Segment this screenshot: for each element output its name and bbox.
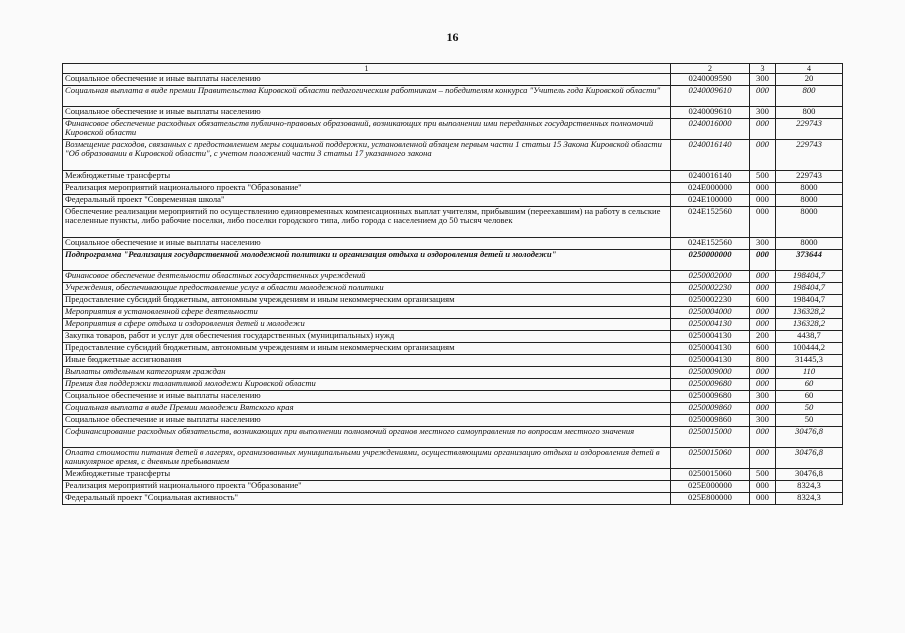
row-code-cell: 0240009590 [671, 74, 750, 86]
row-code-cell: 0250004130 [671, 355, 750, 367]
row-sum-cell: 60 [776, 391, 843, 403]
row-name-cell: Премия для поддержки талантливой молодежи Кировской области [63, 379, 671, 391]
row-code-cell: 0240016140 [671, 171, 750, 183]
row-code-cell: 0240009610 [671, 86, 750, 107]
table-row [63, 171, 843, 183]
row-sum-cell: 30476,8 [776, 469, 843, 481]
header-cell-name: 1 [63, 64, 671, 74]
row-type-cell: 000 [750, 481, 776, 493]
row-sum-cell: 136328,2 [776, 307, 843, 319]
table-row [63, 195, 843, 207]
row-code-cell: 0250009000 [671, 367, 750, 379]
row-name-cell: Социальная выплата в виде премии Правительства Кировской области педагогическим работникам – победителям конкурса "Учитель года Кировской области" [63, 86, 671, 107]
row-sum-cell: 110 [776, 367, 843, 379]
row-name-cell: Федеральный проект "Социальная активность" [63, 493, 671, 505]
header-cell-code: 2 [671, 64, 750, 74]
row-type-cell: 000 [750, 427, 776, 448]
row-sum-cell: 229743 [776, 171, 843, 183]
row-name-cell: Оплата стоимости питания детей в лагерях, организованных муниципальными учреждениями, осуществляющими организацию отдыха и оздоровления детей в каникулярное время, с дневным пребыванием [63, 448, 671, 469]
row-code-cell: 0250002230 [671, 283, 750, 295]
table-row [63, 307, 843, 319]
row-type-cell: 300 [750, 415, 776, 427]
row-sum-cell: 800 [776, 86, 843, 107]
table-row [63, 207, 843, 238]
row-code-cell: 0250015000 [671, 427, 750, 448]
row-sum-cell: 50 [776, 415, 843, 427]
row-name-cell: Финансовое обеспечение деятельности областных государственных учреждений [63, 271, 671, 283]
table-row [63, 250, 843, 271]
row-code-cell: 0250009680 [671, 391, 750, 403]
table-row [63, 391, 843, 403]
table-row [63, 295, 843, 307]
row-sum-cell: 60 [776, 379, 843, 391]
row-sum-cell: 198404,7 [776, 295, 843, 307]
row-sum-cell: 8000 [776, 238, 843, 250]
row-sum-cell: 50 [776, 403, 843, 415]
row-code-cell: 0250004130 [671, 331, 750, 343]
row-code-cell: 0250004130 [671, 343, 750, 355]
table-row [63, 343, 843, 355]
row-sum-cell: 136328,2 [776, 319, 843, 331]
row-code-cell: 0250015060 [671, 448, 750, 469]
row-type-cell: 200 [750, 331, 776, 343]
table-row [63, 74, 843, 86]
row-code-cell: 025E800000 [671, 493, 750, 505]
row-code-cell: 0240009610 [671, 107, 750, 119]
row-type-cell: 000 [750, 319, 776, 331]
row-sum-cell: 8000 [776, 195, 843, 207]
row-name-cell: Предоставление субсидий бюджетным, автономным учреждениям и иным некоммерческим организациям [63, 343, 671, 355]
header-cell-sum: 4 [776, 64, 843, 74]
table-row [63, 403, 843, 415]
row-name-cell: Выплаты отдельным категориям граждан [63, 367, 671, 379]
row-sum-cell: 8000 [776, 207, 843, 238]
row-code-cell: 0250009680 [671, 379, 750, 391]
row-type-cell: 600 [750, 295, 776, 307]
row-type-cell: 000 [750, 448, 776, 469]
row-type-cell: 000 [750, 183, 776, 195]
row-name-cell: Межбюджетные трансферты [63, 469, 671, 481]
row-name-cell: Обеспечение реализации мероприятий по осуществлению единовременных компенсационных выплат учителям, прибывшим (переехавшим) на работу в сельские населенные пункты, либо рабочие поселки, либо поселки городского типа, либо города с населением до 50 тысяч человек [63, 207, 671, 238]
row-type-cell: 500 [750, 171, 776, 183]
table-row [63, 238, 843, 250]
row-sum-cell: 100444,2 [776, 343, 843, 355]
row-name-cell: Финансовое обеспечение расходных обязательств публично-правовых образований, возникающих при выполнении ими переданных государственных полномочий Кировской области [63, 119, 671, 140]
row-name-cell: Реализация мероприятий национального проекта "Образование" [63, 481, 671, 493]
table-row [63, 469, 843, 481]
row-sum-cell: 8000 [776, 183, 843, 195]
row-type-cell: 300 [750, 74, 776, 86]
row-sum-cell: 800 [776, 107, 843, 119]
row-sum-cell: 8324,3 [776, 493, 843, 505]
row-sum-cell: 198404,7 [776, 271, 843, 283]
row-sum-cell: 30476,8 [776, 448, 843, 469]
row-code-cell: 0250015060 [671, 469, 750, 481]
row-name-cell: Подпрограмма "Реализация государственной молодежной политики и организация отдыха и оздоровления детей и молодежи" [63, 250, 671, 271]
row-type-cell: 000 [750, 207, 776, 238]
row-type-cell: 500 [750, 469, 776, 481]
row-name-cell: Предоставление субсидий бюджетным, автономным учреждениям и иным некоммерческим организациям [63, 295, 671, 307]
row-name-cell: Реализация мероприятий национального проекта "Образование" [63, 183, 671, 195]
row-type-cell: 000 [750, 119, 776, 140]
row-name-cell: Федеральный проект "Современная школа" [63, 195, 671, 207]
table-row [63, 481, 843, 493]
row-name-cell: Социальное обеспечение и иные выплаты населению [63, 415, 671, 427]
row-type-cell: 000 [750, 493, 776, 505]
row-type-cell: 600 [750, 343, 776, 355]
row-code-cell: 0250004130 [671, 319, 750, 331]
row-code-cell: 0250009860 [671, 403, 750, 415]
row-name-cell: Возмещение расходов, связанных с предоставлением меры социальной поддержки, установленной абзацем первым части 1 статьи 15 Закона Кировской области "Об образовании в Кировской области", с учетом положений части 3 статьи 17 указанного закона [63, 140, 671, 171]
row-code-cell: 0250009860 [671, 415, 750, 427]
table-row [63, 271, 843, 283]
row-name-cell: Социальное обеспечение и иные выплаты населению [63, 74, 671, 86]
row-type-cell: 000 [750, 367, 776, 379]
row-type-cell: 000 [750, 403, 776, 415]
row-code-cell: 0250004000 [671, 307, 750, 319]
row-name-cell: Закупка товаров, работ и услуг для обеспечения государственных (муниципальных) нужд [63, 331, 671, 343]
row-name-cell: Мероприятия в сфере отдыха и оздоровления детей и молодежи [63, 319, 671, 331]
row-sum-cell: 229743 [776, 119, 843, 140]
row-code-cell: 0250002230 [671, 295, 750, 307]
row-sum-cell: 30476,8 [776, 427, 843, 448]
row-code-cell: 024E152560 [671, 207, 750, 238]
row-sum-cell: 20 [776, 74, 843, 86]
table-row [63, 415, 843, 427]
row-name-cell: Социальная выплата в виде Премии молодежи Вятского края [63, 403, 671, 415]
row-code-cell: 0250000000 [671, 250, 750, 271]
row-code-cell: 0240016140 [671, 140, 750, 171]
table-row [63, 448, 843, 469]
table-row [63, 379, 843, 391]
row-name-cell: Социальное обеспечение и иные выплаты населению [63, 238, 671, 250]
row-type-cell: 000 [750, 86, 776, 107]
header-cell-type: 3 [750, 64, 776, 74]
table-row [63, 427, 843, 448]
row-name-cell: Социальное обеспечение и иные выплаты населению [63, 391, 671, 403]
row-sum-cell: 198404,7 [776, 283, 843, 295]
row-sum-cell: 4438,7 [776, 331, 843, 343]
row-code-cell: 024E152560 [671, 238, 750, 250]
row-type-cell: 000 [750, 271, 776, 283]
row-name-cell: Межбюджетные трансферты [63, 171, 671, 183]
row-sum-cell: 31445,3 [776, 355, 843, 367]
table-row [63, 183, 843, 195]
table-row [63, 331, 843, 343]
row-name-cell: Социальное обеспечение и иные выплаты населению [63, 107, 671, 119]
row-type-cell: 000 [750, 195, 776, 207]
budget-table [62, 63, 843, 505]
row-name-cell: Иные бюджетные ассигнования [63, 355, 671, 367]
table-row [63, 119, 843, 140]
table-row [63, 367, 843, 379]
row-type-cell: 000 [750, 307, 776, 319]
row-type-cell: 000 [750, 250, 776, 271]
table-header-row [63, 64, 843, 74]
row-code-cell: 025E000000 [671, 481, 750, 493]
table-row [63, 107, 843, 119]
table-row [63, 86, 843, 107]
row-name-cell: Софинансирование расходных обязательств, возникающих при выполнении полномочий органов местного самоуправления по вопросам местного значения [63, 427, 671, 448]
row-name-cell: Мероприятия в установленной сфере деятельности [63, 307, 671, 319]
row-code-cell: 0250002000 [671, 271, 750, 283]
row-sum-cell: 8324,3 [776, 481, 843, 493]
table-row [63, 319, 843, 331]
table-row [63, 493, 843, 505]
row-sum-cell: 373644 [776, 250, 843, 271]
page-number: 16 [446, 30, 459, 44]
row-type-cell: 300 [750, 107, 776, 119]
table-row [63, 355, 843, 367]
row-type-cell: 300 [750, 238, 776, 250]
row-type-cell: 300 [750, 391, 776, 403]
row-type-cell: 000 [750, 379, 776, 391]
row-sum-cell: 229743 [776, 140, 843, 171]
row-name-cell: Учреждения, обеспечивающие предоставление услуг в области молодежной политики [63, 283, 671, 295]
row-code-cell: 0240016000 [671, 119, 750, 140]
table-row [63, 140, 843, 171]
row-code-cell: 024E000000 [671, 183, 750, 195]
row-type-cell: 000 [750, 283, 776, 295]
row-type-cell: 000 [750, 140, 776, 171]
row-type-cell: 800 [750, 355, 776, 367]
row-code-cell: 024E100000 [671, 195, 750, 207]
table-row [63, 283, 843, 295]
